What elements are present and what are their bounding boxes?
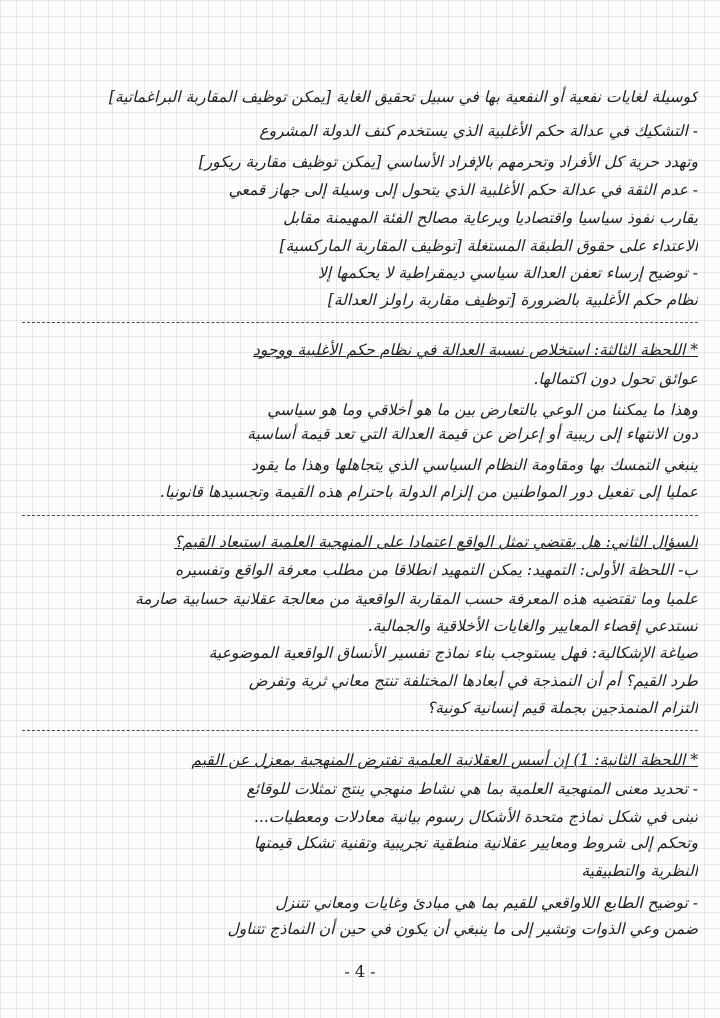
section-divider xyxy=(22,322,698,323)
text-line: نظام حكم الأغلبية بالضرورة [توظيف مقاربة راولز العدالة] xyxy=(327,291,698,309)
text-line: يقارب نفوذ سياسيا واقتصاديا وبرعاية مصالح الفئة المهيمنة مقابل xyxy=(283,209,698,227)
text-line: دون الانتهاء إلى ريبية أو إعراض عن قيمة العدالة التي تعد قيمة أساسية xyxy=(247,425,698,443)
text-line: طرد القيم؟ أم أن النمذجة في أبعادها المختلفة تنتج معاني ثرية وتفرض xyxy=(248,672,698,690)
text-line: علميا وما تقتضيه هذه المعرفة حسب المقاربة الواقعية من معالجة عقلانية حسابية صارمة xyxy=(134,590,698,608)
text-line: تبنى في شكل نماذج متحدة الأشكال رسوم بيانية معادلات ومعطيات... xyxy=(253,808,698,826)
section-heading: * اللحظة الثالثة: استخلاص نسبية العدالة في نظام حكم الأغلبية ووجود xyxy=(253,341,698,359)
text-line: - توضيح الطابع اللاواقعي للقيم بما هي مبادئ وغايات ومعاني تتنزل xyxy=(275,894,698,912)
text-line: صياغة الإشكالية: فهل يستوجب بناء نماذج تفسير الأنساق الواقعية الموضوعية xyxy=(208,644,698,662)
text-line: - التشكيك في عدالة حكم الأغلبية الذي يستخدم كنف الدولة المشروع xyxy=(259,122,698,140)
text-line: عوائق تحول دون اكتمالها. xyxy=(533,370,698,388)
section-divider xyxy=(22,730,698,731)
text-line: النظرية والتطبيقية xyxy=(581,862,698,880)
question-heading: السؤال الثاني: هل يقتضي تمثل الواقع اعتمادا على المنهجية العلمية استبعاد القيم؟ xyxy=(174,533,698,551)
text-line: كوسيلة لغايات نفعية أو النفعية بها في سبيل تحقيق الغاية [يمكن توظيف المقاربة البراغماتية] xyxy=(108,88,698,106)
text-line: - تحديد معنى المنهجية العلمية بما هي نشاط منهجي ينتج تمثلات للوقائع xyxy=(246,780,698,798)
page-number: - 4 - xyxy=(344,962,376,981)
text-line: الاعتداء على حقوق الطبقة المستغلة [توظيف المقاربة الماركسية] xyxy=(279,237,698,255)
text-line: التزام المنمذجين بجملة قيم إنسانية كونية؟ xyxy=(426,699,698,717)
text-line: ضمن وعي الذوات وتشير إلى ما ينبغي أن يكون في حين أن النماذج تتناول xyxy=(227,920,698,938)
section-heading: * اللحظة الثانية: 1) إن أسس العقلانية العلمية تفترض المنهجية بمعزل عن القيم xyxy=(191,751,698,769)
text-line: - عدم الثقة في عدالة حكم الأغلبية الذي يتحول إلى وسيلة إلى جهاز قمعي xyxy=(228,181,698,199)
text-line: - توضيح إرساء تعفن العدالة سياسي ديمقراطية لا يحكمها إلا xyxy=(317,264,698,282)
text-line: عمليا إلى تفعيل دور المواطنين من إلزام الدولة باحترام هذه القيمة وتجسيدها قانونيا. xyxy=(159,483,698,501)
text-line: ينبغي التمسك بها ومقاومة النظام السياسي الذي يتجاهلها وهذا ما يقود xyxy=(251,456,698,474)
text-line: وتهدد حرية كل الأفراد وتحرمهم بالإفراد الأساسي [يمكن توظيف مقاربة ريكور] xyxy=(198,153,698,171)
section-divider xyxy=(22,515,698,516)
text-line: ب- اللحظة الأولى: التمهيد: يمكن التمهيد انطلاقا من مطلب معرفة الواقع وتفسيره xyxy=(175,561,698,579)
text-line: وتحكم إلى شروط ومعايير عقلانية منطقية تجريبية وتقنية تشكل قيمتها xyxy=(253,834,698,852)
text-line: وهذا ما يمكننا من الوعي بالتعارض بين ما هو أخلاقي وما هو سياسي xyxy=(267,401,698,419)
text-line: تستدعي إقصاء المعايير والغايات الأخلاقية والجمالية. xyxy=(367,617,698,635)
